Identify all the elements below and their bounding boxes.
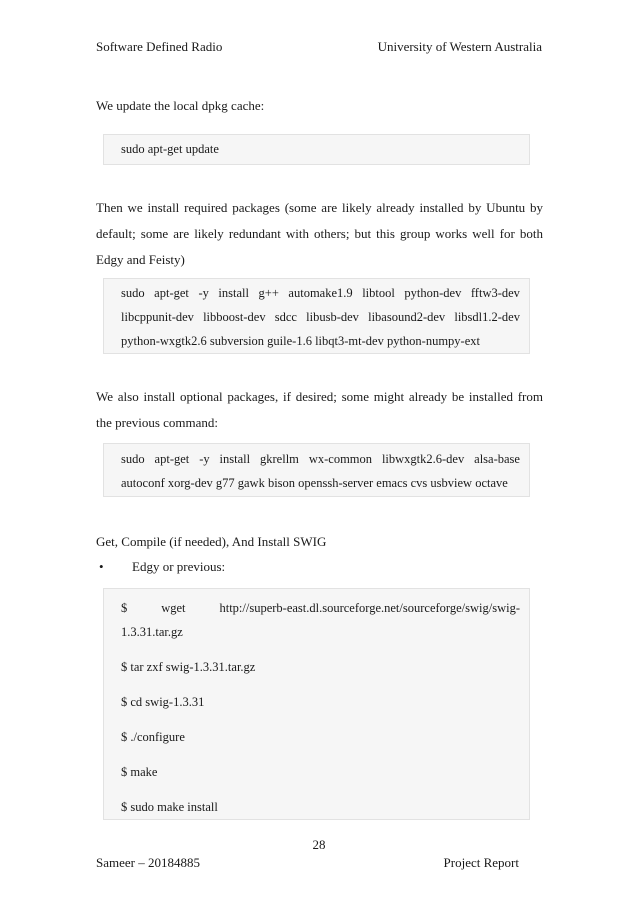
dpkg-command-box: [103, 134, 530, 165]
footer-right: Project Report: [443, 855, 519, 870]
cmd-token: automake1.9: [288, 286, 353, 300]
cmd-token: http://superb-east.dl.sourceforge.net/sourceforge/swig/swig-: [219, 601, 520, 615]
cmd-token: -y: [199, 452, 210, 466]
footer-left: Sameer – 20184885: [96, 855, 200, 870]
cmd-token: python-dev: [404, 286, 462, 300]
cmd-token: alsa-base: [474, 452, 520, 466]
cmd-token: libusb-dev: [306, 310, 359, 324]
bullet-item-edgy: Edgy or previous:: [132, 559, 226, 574]
cmd-token: libtool: [362, 286, 395, 300]
optional-packages-intro: We also install optional packages, if desired; some might already be installed from the previous command:: [96, 389, 543, 430]
swig-commands-box: [103, 588, 530, 820]
swig-heading: Get, Compile (if needed), And Install SWIG: [96, 534, 327, 549]
cmd-token: g++: [258, 286, 279, 300]
dpkg-intro: We update the local dpkg cache:: [96, 98, 265, 113]
swig-wget-line: [121, 596, 520, 620]
swig-install-command: $ sudo make install: [121, 800, 218, 814]
cmd-token: gkrellm: [260, 452, 299, 466]
cmd-token: libsdl1.2-dev: [454, 310, 520, 324]
required-cmd-line-2: [121, 305, 520, 329]
dpkg-command: sudo apt-get update: [121, 142, 219, 156]
cmd-token: sdcc: [274, 310, 297, 324]
page-number: 28: [312, 837, 326, 852]
required-cmd-line-1: [121, 281, 520, 305]
cmd-token: fftw3-dev: [470, 286, 520, 300]
cmd-token: install: [218, 286, 249, 300]
header-right: University of Western Australia: [377, 39, 542, 54]
required-packages-intro: Then we install required packages (some are likely already installed by Ubuntu by default; some are likely redundant with others; but this group works well for both Edgy and Feisty): [96, 200, 543, 267]
cmd-token: libboost-dev: [203, 310, 266, 324]
bullet-icon: •: [99, 559, 104, 574]
cmd-token: wget: [161, 601, 186, 615]
swig-configure-command: $ ./configure: [121, 730, 185, 744]
cmd-token: -y: [198, 286, 209, 300]
cmd-token: wx-common: [308, 452, 373, 466]
required-cmd-line-3: python-wxgtk2.6 subversion guile-1.6 libqt3-mt-dev python-numpy-ext: [121, 334, 480, 348]
cmd-token: sudo: [121, 452, 145, 466]
required-packages-box: [103, 278, 530, 354]
optional-cmd-line-1: [121, 447, 520, 471]
optional-packages-box: [103, 443, 530, 497]
cmd-token: apt-get: [154, 452, 190, 466]
cmd-token: libcppunit-dev: [121, 310, 194, 324]
swig-cd-command: $ cd swig-1.3.31: [121, 695, 205, 709]
swig-tar-command: $ tar zxf swig-1.3.31.tar.gz: [121, 660, 256, 674]
swig-make-command: $ make: [121, 765, 158, 779]
cmd-token: libwxgtk2.6-dev: [381, 452, 465, 466]
cmd-token: libasound2-dev: [368, 310, 446, 324]
swig-wget-continuation: 1.3.31.tar.gz: [121, 625, 183, 639]
cmd-token: install: [219, 452, 251, 466]
cmd-token: apt-get: [154, 286, 189, 300]
cmd-token: sudo: [121, 286, 145, 300]
cmd-token: $: [121, 601, 128, 615]
header-left: Software Defined Radio: [96, 39, 223, 54]
optional-cmd-line-2: autoconf xorg-dev g77 gawk bison openssh-server emacs cvs usbview octave: [121, 476, 508, 490]
